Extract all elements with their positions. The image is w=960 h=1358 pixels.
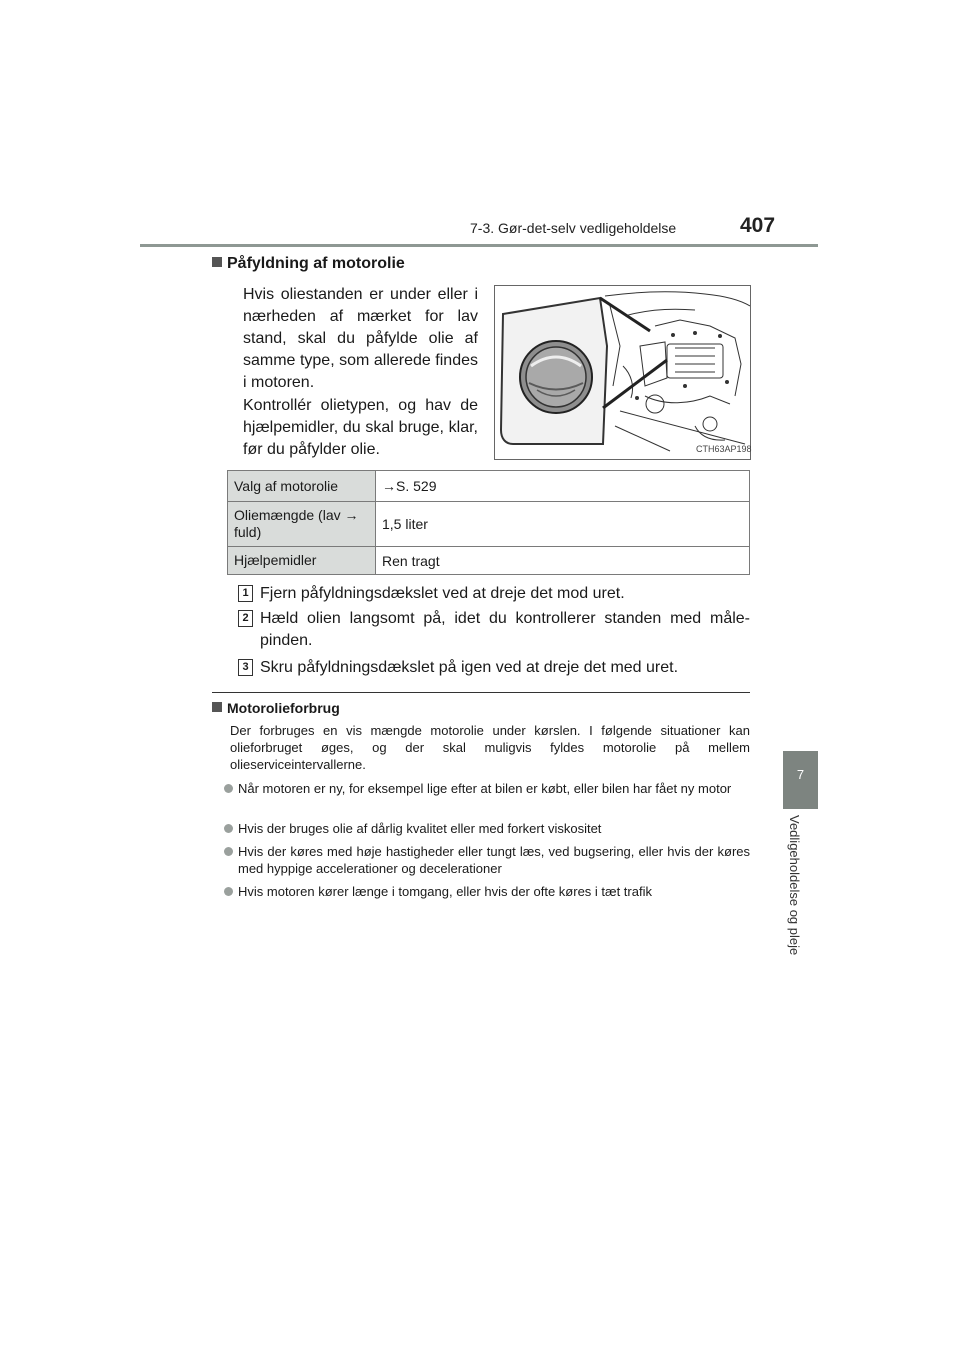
- info-divider: [212, 692, 750, 693]
- list-item: [224, 820, 750, 837]
- section-title: [212, 255, 405, 273]
- step-item: [238, 608, 750, 652]
- step-item: [238, 583, 750, 605]
- engine-bay-drawing: [495, 286, 750, 459]
- bullet-text: Hvis der bruges olie af dårlig kvalitet eller med forkert viskositet: [238, 821, 602, 836]
- table-row: [228, 471, 750, 502]
- square-bullet-icon: [212, 702, 222, 712]
- square-bullet-icon: [212, 257, 222, 267]
- bullet-dot-icon: [224, 847, 233, 856]
- table-value-cell: 1,5 liter: [376, 502, 750, 547]
- step-item: [238, 657, 750, 679]
- table-label-cell: Oliemængde (lav → fuld): [228, 502, 376, 547]
- info-title-text: Motorolieforbrug: [227, 700, 340, 716]
- step-number-badge: 1: [238, 585, 253, 602]
- info-title: [212, 700, 340, 716]
- intro-paragraph-1: Hvis oliestanden er under eller i nærheden af mærket for lav stand, skal du påfylde olie af samme type, som allerede findes i motoren.: [243, 286, 478, 391]
- header-rule: [140, 244, 818, 247]
- step-number-badge: 2: [238, 610, 253, 627]
- bullet-dot-icon: [224, 784, 233, 793]
- table-row: [228, 547, 750, 575]
- list-item: [224, 843, 750, 877]
- table-row: [228, 502, 750, 547]
- list-item: [224, 883, 750, 900]
- chapter-number: 7: [796, 767, 805, 782]
- chapter-title: Vedligeholdelse og pleje: [787, 815, 802, 956]
- oil-spec-table: [227, 470, 750, 575]
- section-header: 7-3. Gør-det-selv vedligeholdelse: [470, 220, 677, 236]
- table-label-cell: Valg af motorolie: [228, 471, 376, 502]
- info-body: Der forbruges en vis mængde motorolie under kørslen. I følgende situationer kan olieforbruget øges, og der skal muligvis fyldes motorolie på mellem olieserviceintervallerne.: [230, 723, 750, 772]
- figure-code: CTH63AP198: [696, 444, 752, 454]
- table-label-cell: Hjælpemidler: [228, 547, 376, 575]
- list-item: [224, 780, 750, 797]
- bullet-dot-icon: [224, 824, 233, 833]
- step-text: Fjern påfyldningsdækslet ved at dreje det mod uret.: [260, 585, 625, 602]
- step-number-badge: 3: [238, 659, 253, 676]
- step-text: Hæld olien langsomt på, idet du kontrollerer standen med måle-pinden.: [260, 610, 750, 649]
- page-number: 407: [740, 214, 776, 237]
- bullet-text: Hvis der køres med høje hastigheder eller tungt læs, ved bugsering, eller hvis der køres med hyppige accelerationer og decelerationer: [238, 844, 750, 876]
- engine-oil-cap-illustration: [494, 285, 751, 460]
- step-text: Skru påfyldningsdækslet på igen ved at dreje det med uret.: [260, 659, 679, 676]
- table-value-cell: Ren tragt: [376, 547, 750, 575]
- oil-filler-cap: [520, 341, 592, 413]
- bullet-dot-icon: [224, 887, 233, 896]
- bullet-text: Hvis motoren kører længe i tomgang, eller hvis der ofte køres i tæt trafik: [238, 884, 652, 899]
- chapter-tab: [783, 751, 818, 809]
- bullet-text: Når motoren er ny, for eksempel lige efter at bilen er købt, eller bilen har fået ny motor: [238, 781, 732, 796]
- section-title-text: Påfyldning af motorolie: [227, 255, 405, 272]
- table-value-cell: →S. 529: [376, 471, 750, 502]
- intro-paragraph-2: Kontrollér olietypen, og hav de hjælpemidler, du skal bruge, klar, før du påfylder olie.: [243, 397, 478, 458]
